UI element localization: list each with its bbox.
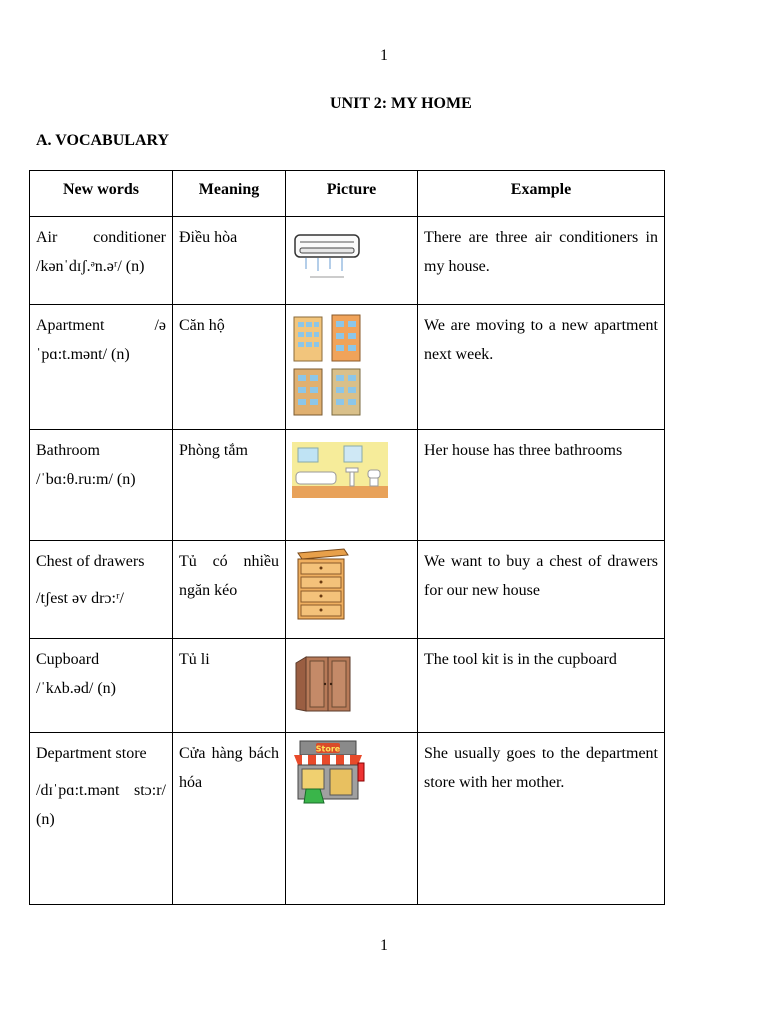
example-cell bbox=[418, 305, 665, 430]
example-cell bbox=[418, 217, 665, 305]
word-part: Air bbox=[36, 229, 58, 246]
page-number-bottom: 1 bbox=[380, 937, 388, 954]
table-row bbox=[30, 733, 665, 905]
word-cell bbox=[30, 305, 173, 430]
svg-text:Store: Store bbox=[315, 744, 341, 754]
meaning-cell bbox=[173, 639, 286, 733]
word-cell bbox=[30, 430, 173, 541]
bathroom-icon bbox=[292, 442, 388, 498]
word-part: /ə bbox=[154, 317, 166, 334]
section-heading: A. VOCABULARY bbox=[36, 132, 170, 149]
picture-cell bbox=[286, 733, 418, 905]
example-cell bbox=[418, 541, 665, 639]
meaning-text: Cửa hàng bách hóa bbox=[179, 745, 279, 791]
picture-cell bbox=[286, 217, 418, 305]
header-example: Example bbox=[418, 171, 665, 217]
picture-cell bbox=[286, 430, 418, 541]
pronunciation: /ˈkʌb.əd/ (n) bbox=[36, 680, 116, 697]
table-row bbox=[30, 217, 665, 305]
word-cell bbox=[30, 639, 173, 733]
table-row bbox=[30, 430, 665, 541]
meaning-cell bbox=[173, 733, 286, 905]
example-text: She usually goes to the department store with her mother. bbox=[424, 745, 658, 791]
pronunciation-part: stɔ:r/ bbox=[134, 782, 166, 799]
pronunciation: /kənˈdɪʃ.ᵊn.əʳ/ (n) bbox=[36, 258, 145, 275]
example-cell bbox=[418, 639, 665, 733]
example-cell bbox=[418, 733, 665, 905]
apartment-buildings-icon bbox=[292, 313, 364, 417]
air-conditioner-icon bbox=[292, 229, 362, 281]
pronunciation: /tʃest əv drɔ:ʳ/ bbox=[36, 590, 124, 607]
meaning-text: Phòng tắm bbox=[179, 442, 248, 459]
page-number-top: 1 bbox=[380, 47, 388, 64]
word-text: Department store bbox=[36, 745, 147, 762]
meaning-text: Tủ có nhiều ngăn kéo bbox=[179, 553, 279, 599]
pronunciation: /ˈbɑ:θ.ru:m/ (n) bbox=[36, 471, 136, 488]
header-meaning: Meaning bbox=[173, 171, 286, 217]
example-text: We want to buy a chest of drawers for our new house bbox=[424, 553, 658, 599]
table-row bbox=[30, 639, 665, 733]
example-text: There are three air conditioners in my house. bbox=[424, 229, 658, 275]
table-row bbox=[30, 305, 665, 430]
word-cell bbox=[30, 217, 173, 305]
table-row bbox=[30, 541, 665, 639]
header-picture: Picture bbox=[286, 171, 418, 217]
example-text: We are moving to a new apartment next week. bbox=[424, 317, 658, 363]
picture-cell bbox=[286, 305, 418, 430]
word-cell bbox=[30, 733, 173, 905]
store-icon bbox=[292, 739, 366, 805]
cupboard-icon bbox=[292, 651, 356, 715]
meaning-cell bbox=[173, 541, 286, 639]
word-text: Bathroom bbox=[36, 442, 100, 459]
meaning-cell bbox=[173, 217, 286, 305]
meaning-cell bbox=[173, 430, 286, 541]
word-text: Cupboard bbox=[36, 651, 100, 668]
example-text: The tool kit is in the cupboard bbox=[424, 651, 617, 668]
word-part: conditioner bbox=[93, 229, 166, 246]
table-header-row bbox=[30, 171, 665, 217]
chest-of-drawers-icon bbox=[292, 547, 350, 623]
word-part: Apartment bbox=[36, 317, 105, 334]
example-cell bbox=[418, 430, 665, 541]
word-cell bbox=[30, 541, 173, 639]
meaning-text: Điều hòa bbox=[179, 229, 238, 246]
unit-title: UNIT 2: MY HOME bbox=[330, 95, 472, 112]
pronunciation: ˈpɑ:t.mənt/ (n) bbox=[36, 346, 130, 363]
header-new-words: New words bbox=[30, 171, 173, 217]
picture-cell bbox=[286, 541, 418, 639]
pronunciation-part: (n) bbox=[36, 811, 55, 828]
example-text: Her house has three bathrooms bbox=[424, 442, 623, 459]
pronunciation-part: /dɪˈpɑ:t.mənt bbox=[36, 782, 120, 799]
picture-cell bbox=[286, 639, 418, 733]
meaning-text: Căn hộ bbox=[179, 317, 225, 334]
meaning-text: Tủ li bbox=[179, 651, 210, 668]
meaning-cell bbox=[173, 305, 286, 430]
vocabulary-table bbox=[29, 170, 665, 905]
word-text: Chest of drawers bbox=[36, 553, 145, 570]
